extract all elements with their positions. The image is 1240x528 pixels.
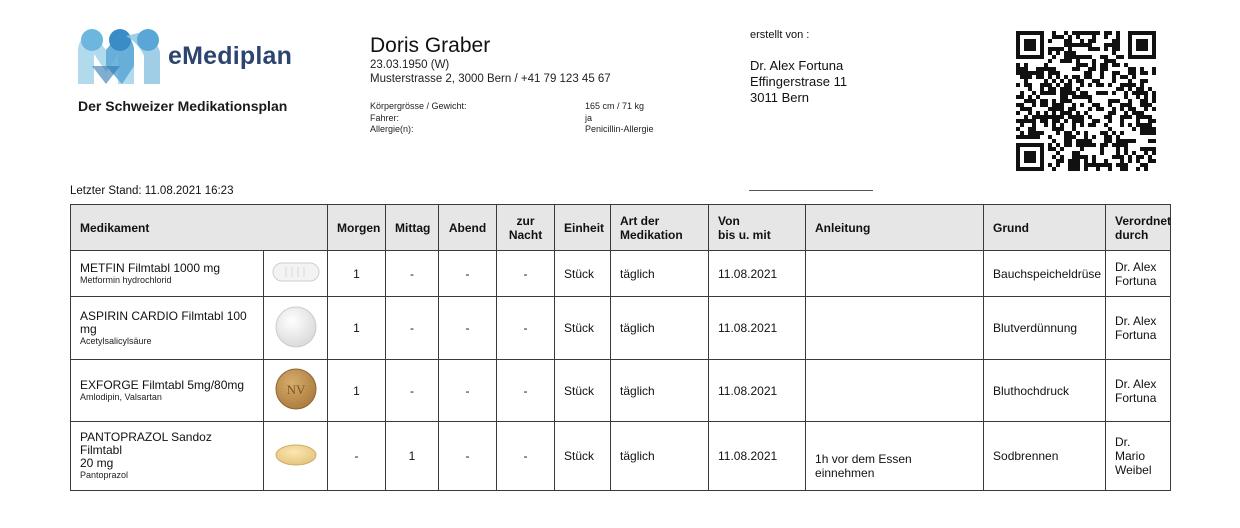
dose-abend: - bbox=[439, 360, 497, 422]
col-verordnet-l2: durch bbox=[1115, 227, 1149, 242]
emediplan-logo bbox=[78, 26, 308, 88]
prescriber-l1: Dr. Mario bbox=[1115, 435, 1146, 463]
author-info bbox=[750, 28, 847, 106]
table-row bbox=[71, 297, 1171, 360]
fact-label: Allergie(n): bbox=[370, 124, 414, 134]
dose-mittag: - bbox=[386, 251, 439, 297]
med-name-cell bbox=[71, 422, 264, 491]
prescriber-l2: Weibel bbox=[1115, 463, 1152, 477]
fact-row bbox=[370, 101, 705, 113]
author-label: erstellt von : bbox=[750, 29, 810, 41]
author-city: 3011 Bern bbox=[750, 90, 810, 105]
fact-value: ja bbox=[585, 112, 593, 123]
date-from: 11.08.2021 bbox=[709, 360, 806, 422]
unit: Stück bbox=[555, 360, 611, 422]
col-grund: Grund bbox=[984, 205, 1106, 251]
med-type: täglich bbox=[611, 251, 709, 297]
fact-row bbox=[370, 113, 705, 125]
unit: Stück bbox=[555, 422, 611, 491]
instructions bbox=[806, 360, 984, 422]
prescriber-l2: Fortuna bbox=[1115, 390, 1157, 405]
col-morgen: Morgen bbox=[328, 205, 386, 251]
col-nacht-l1: zur bbox=[516, 213, 535, 228]
med-type: täglich bbox=[611, 422, 709, 491]
med-name-l1: PANTOPRAZOL Sandoz Filmtabl bbox=[80, 430, 212, 457]
med-name-cell bbox=[71, 360, 264, 422]
med-name-l1: ASPIRIN CARDIO Filmtabl 100 bbox=[80, 308, 247, 323]
med-image-cell bbox=[264, 297, 328, 360]
col-anleitung: Anleitung bbox=[806, 205, 984, 251]
last-update: Letzter Stand: 11.08.2021 16:23 bbox=[70, 185, 234, 197]
prescriber-l1: Dr. Alex bbox=[1115, 259, 1157, 274]
dose-nacht: - bbox=[497, 297, 555, 360]
fact-label: Fahrer: bbox=[370, 112, 400, 123]
dose-morgen: 1 bbox=[328, 251, 386, 297]
dose-mittag: 1 bbox=[386, 422, 439, 491]
reason: Bauchspeicheldrüse bbox=[984, 251, 1106, 297]
med-name-l2: 20 mg bbox=[80, 456, 114, 470]
col-art-l2: Medikation bbox=[620, 227, 683, 242]
patient-facts bbox=[370, 101, 705, 136]
dose-nacht: - bbox=[497, 251, 555, 297]
col-von-l1: Von bbox=[718, 213, 740, 228]
dose-abend: - bbox=[439, 297, 497, 360]
med-name bbox=[80, 431, 254, 470]
prescriber bbox=[1106, 422, 1171, 491]
patient-info bbox=[370, 34, 710, 86]
dose-morgen: 1 bbox=[328, 297, 386, 360]
patient-address: Musterstrasse 2, 3000 Bern / +41 79 123 45 67 bbox=[370, 73, 611, 85]
col-medikament: Medikament bbox=[71, 205, 328, 251]
col-nacht bbox=[497, 205, 555, 251]
table-row bbox=[71, 251, 1171, 297]
emediplan-logo-icon bbox=[78, 26, 166, 88]
prescriber bbox=[1106, 360, 1171, 422]
dose-nacht: - bbox=[497, 360, 555, 422]
date-from: 11.08.2021 bbox=[709, 297, 806, 360]
med-substance: Pantoprazol bbox=[80, 470, 129, 480]
med-substance: Amlodipin, Valsartan bbox=[80, 391, 162, 402]
col-einheit: Einheit bbox=[555, 205, 611, 251]
patient-name: Doris Graber bbox=[370, 34, 491, 57]
med-substance: Metformin hydrochlorid bbox=[80, 274, 172, 285]
med-substance: Acetylsalicylsäure bbox=[80, 335, 152, 346]
med-name-cell bbox=[71, 297, 264, 360]
author-street: Effingerstrase 11 bbox=[750, 74, 848, 89]
date-from: 11.08.2021 bbox=[709, 251, 806, 297]
instructions bbox=[806, 251, 984, 297]
dose-morgen: 1 bbox=[328, 360, 386, 422]
instructions bbox=[806, 297, 984, 360]
med-name: METFIN Filmtabl 1000 mg bbox=[80, 260, 221, 275]
white-round-tablet-icon bbox=[274, 305, 318, 349]
prescriber-l2: Fortuna bbox=[1115, 273, 1157, 288]
qr-code bbox=[1016, 31, 1156, 171]
pill-imprint: NV bbox=[286, 382, 305, 397]
unit: Stück bbox=[555, 251, 611, 297]
dose-nacht: - bbox=[497, 422, 555, 491]
date-from: 11.08.2021 bbox=[709, 422, 806, 491]
med-image-cell bbox=[264, 422, 328, 491]
col-art-l1: Art der bbox=[620, 213, 660, 228]
signature-line bbox=[749, 190, 873, 191]
white-oblong-tablet-icon bbox=[272, 261, 320, 283]
dose-mittag: - bbox=[386, 297, 439, 360]
dose-abend: - bbox=[439, 422, 497, 491]
med-image-cell bbox=[264, 251, 328, 297]
col-art bbox=[611, 205, 709, 251]
fact-row bbox=[370, 124, 705, 136]
med-type: täglich bbox=[611, 297, 709, 360]
instructions: 1h vor dem Essen einnehmen bbox=[806, 422, 984, 491]
med-name bbox=[80, 310, 254, 336]
yellow-oval-tablet-icon bbox=[274, 443, 318, 467]
fact-value: 165 cm / 71 kg bbox=[585, 101, 645, 111]
col-verordnet bbox=[1106, 205, 1171, 251]
brand-name: eMediplan bbox=[168, 42, 293, 70]
author-name: Dr. Alex Fortuna bbox=[750, 58, 844, 73]
dose-mittag: - bbox=[386, 360, 439, 422]
prescriber bbox=[1106, 251, 1171, 297]
col-abend: Abend bbox=[439, 205, 497, 251]
col-verordnet-l1: Verordnet bbox=[1115, 213, 1172, 228]
col-mittag: Mittag bbox=[386, 205, 439, 251]
med-image-cell bbox=[264, 360, 328, 422]
col-nacht-l2: Nacht bbox=[508, 227, 543, 242]
tagline: Der Schweizer Medikationsplan bbox=[78, 98, 288, 114]
brown-round-tablet-icon bbox=[274, 367, 318, 411]
med-name-cell bbox=[71, 251, 264, 297]
med-type: täglich bbox=[611, 360, 709, 422]
med-name-l2: mg bbox=[80, 321, 97, 336]
unit: Stück bbox=[555, 297, 611, 360]
prescriber-l2: Fortuna bbox=[1115, 328, 1157, 342]
table-row bbox=[71, 422, 1171, 491]
fact-label: Körpergrösse / Gewicht: bbox=[370, 101, 467, 111]
prescriber-l1: Dr. Alex bbox=[1115, 314, 1157, 328]
patient-birth: 23.03.1950 (W) bbox=[370, 59, 450, 71]
table-header-row bbox=[71, 205, 1171, 251]
medication-table bbox=[70, 204, 1171, 491]
reason: Bluthochdruck bbox=[984, 360, 1106, 422]
reason: Blutverdünnung bbox=[984, 297, 1106, 360]
qr-modules bbox=[1016, 31, 1156, 171]
fact-value: Penicillin-Allergie bbox=[585, 124, 654, 134]
dose-morgen: - bbox=[328, 422, 386, 491]
table-row bbox=[71, 360, 1171, 422]
prescriber-l1: Dr. Alex bbox=[1115, 376, 1157, 391]
prescriber bbox=[1106, 297, 1171, 360]
med-name: EXFORGE Filmtabl 5mg/80mg bbox=[80, 377, 245, 392]
col-von bbox=[709, 205, 806, 251]
reason: Sodbrennen bbox=[984, 422, 1106, 491]
col-von-l2: bis u. mit bbox=[718, 227, 771, 242]
dose-abend: - bbox=[439, 251, 497, 297]
